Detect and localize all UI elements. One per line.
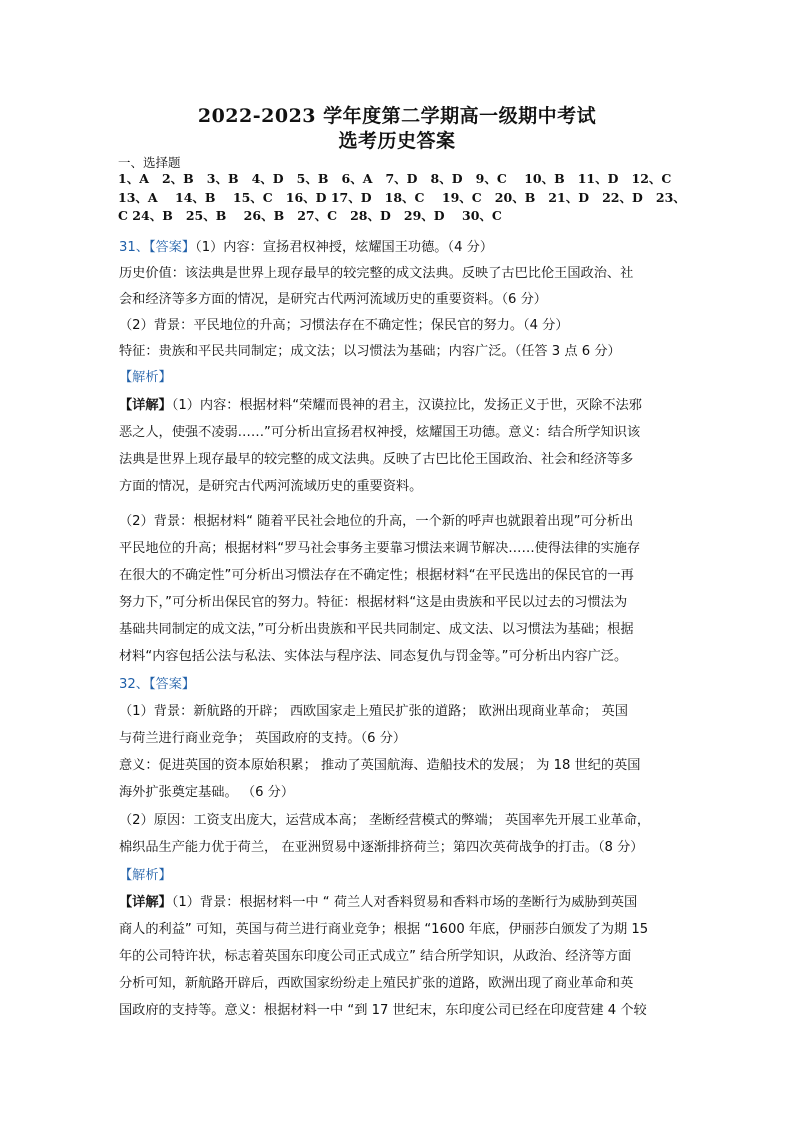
answer-key-row-2: 13、A 14、B 15、C 16、D 17、D 18、C 19、C 20、B 21、D 22、D 23、 [118, 190, 686, 205]
q31-detail-line-7: 在很大的不确定性”可分析出习惯法存在不确定性；根据材料“在平民选出的保民官的一再 [119, 568, 634, 583]
q31-answer-line-4: （2）背景：平民地位的升高；习惯法存在不确定性；保民官的努力。（4 分） [119, 318, 569, 333]
q31-detail-line-3: 法典是世界上现存最早的较完整的成文法典。反映了古巴比伦王国政治、社会和经济等多 [119, 452, 634, 467]
q31-detail-line-8: 努力下，”可分析出保民官的努力。特征：根据材料“这是由贵族和平民以过去的习惯法为 [119, 595, 628, 610]
q32-detail-line-3: 年的公司特许状，标志着英国东印度公司正式成立” 结合所学知识，从政治、经济等方面 [119, 949, 632, 964]
page-title: 2022-2023 学年度第二学期高一级期中考试 [197, 105, 597, 127]
q31-answer-line-3: 会和经济等多方面的情况，是研究古代两河流域历史的重要资料。（6 分） [119, 292, 547, 307]
q32-answer-label: 32、【答案】 [119, 677, 196, 692]
q32-analysis-heading: 【解析】 [119, 868, 172, 883]
q32-detail-text-1: （1）背景：根据材料一中 “ 荷兰人对香料贸易和香料市场的垄断行为威胁到英国 [171, 895, 638, 910]
q31-answer-text: （1）内容：宣扬君权神授，炫耀国王功德。（4 分） [195, 240, 494, 255]
q31-detail-label: 【详解】 [119, 398, 172, 413]
q31-detail-line-5: （2）背景：根据材料“ 随着平民社会地位的升高，一个新的呼声也就跟着出现”可分析出 [119, 514, 634, 529]
q32-detail-line-2: 商人的利益” 可知，英国与荷兰进行商业竞争；根据 “1600 年底，伊丽莎白颁发了为期 15 [119, 922, 649, 937]
q32-detail-label: 【详解】 [119, 895, 172, 910]
q32-answer-line-3: 意义：促进英国的资本原始积累； 推动了英国航海、造船技术的发展； 为 18 世纪的英国 [119, 758, 641, 773]
q31-detail-text-1: （1）内容：根据材料“荣耀而畏神的君主，汉谟拉比，发扬正义于世，灭除不法邪 [171, 398, 642, 413]
q31-detail-line-4: 方面的情况，是研究古代两河流域历史的重要资料。 [119, 479, 423, 494]
answer-key-row-1: 1、A 2、B 3、B 4、D 5、B 6、A 7、D 8、D 9、C 10、B 11、D 12、C [118, 171, 672, 186]
q31-detail-line-1 [119, 396, 689, 416]
q32-detail-line-4: 分析可知，新航路开辟后，西欧国家纷纷走上殖民扩张的道路，欧洲出现了商业革命和英 [119, 976, 634, 991]
q31-detail-line-10: 材料“内容包括公法与私法、实体法与程序法、同态复仇与罚金等。”可分析出内容广泛。 [119, 649, 628, 664]
q31-detail-line-9: 基础共同制定的成文法，”可分析出贵族和平民共同制定、成文法、以习惯法为基础；根据 [119, 622, 634, 637]
q32-answer-line-4: 海外扩张奠定基础。 （6 分） [119, 785, 295, 800]
q32-answer-line-2: 与荷兰进行商业竞争； 英国政府的支持。（6 分） [119, 731, 407, 746]
q32-answer-line-6: 棉织品生产能力优于荷兰， 在亚洲贸易中逐渐排挤荷兰；第四次英荷战争的打击。（8 分） [119, 840, 644, 855]
q31-detail-line-6: 平民地位的升高；根据材料“罗马社会事务主要靠习惯法来调节解决……使得法律的实施存 [119, 541, 641, 556]
q32-answer-line-1: （1）背景：新航路的开辟； 西欧国家走上殖民扩张的道路； 欧洲出现商业革命； 英国 [119, 704, 628, 719]
q31-answer-label: 31、【答案】 [119, 240, 196, 255]
q31-detail-line-2: 恶之人，使强不凌弱……”可分析出宣扬君权神授，炫耀国王功德。意义：结合所学知识该 [119, 425, 641, 440]
page-subtitle: 选考历史答案 [338, 130, 456, 152]
answer-key-row-3: C 24、B 25、B 26、B 27、C 28、D 29、D 30、C [118, 208, 502, 223]
section-heading-multiple-choice: 一、选择题 [118, 155, 181, 170]
q32-detail-line-1 [119, 893, 689, 913]
q32-detail-line-5: 国政府的支持等。意义：根据材料一中 “到 17 世纪末，东印度公司已经在印度营建 4 个较 [119, 1003, 647, 1018]
q31-answer-line-1 [119, 238, 689, 258]
q31-analysis-heading: 【解析】 [119, 370, 172, 385]
q31-answer-line-5: 特征：贵族和平民共同制定；成文法；以习惯法为基础；内容广泛。（任答 3 点 6 分） [119, 344, 621, 359]
q32-answer-line-5: （2）原因：工资支出庞大，运营成本高； 垄断经营模式的弊端； 英国率先开展工业革命， [119, 813, 651, 828]
q31-answer-line-2: 历史价值：该法典是世界上现存最早的较完整的成文法典。反映了古巴比伦王国政治、社 [119, 266, 634, 281]
